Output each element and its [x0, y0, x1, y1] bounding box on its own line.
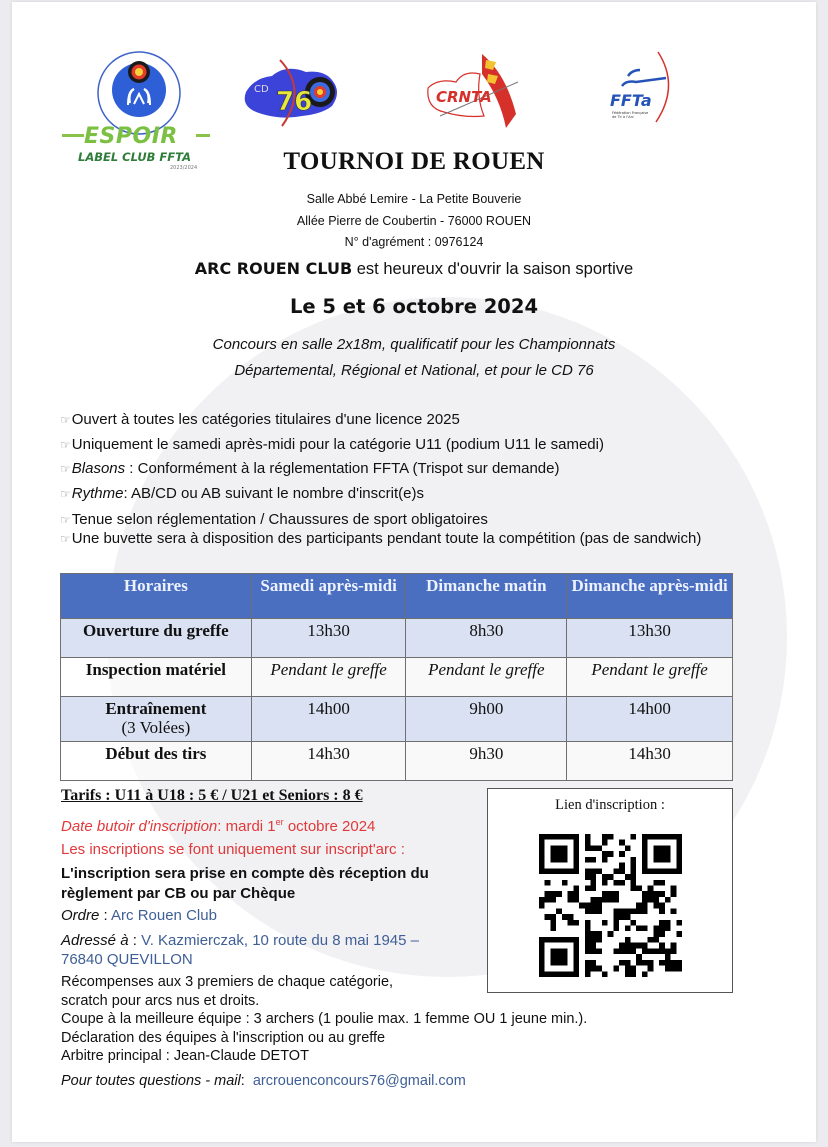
column-header: Dimanche matin [406, 574, 567, 619]
registration-qr-box [487, 788, 733, 993]
crnta-logo [420, 52, 530, 132]
contact-line: Pour toutes questions - mail: arcrouenconcours76@gmail.com [61, 1073, 466, 1089]
tarifs: Tarifs : U11 à U18 : 5 € / U21 et Seniors : 8 € [61, 787, 363, 804]
flyer-page [12, 2, 816, 1142]
table-cell: 14h00 [251, 697, 406, 742]
column-header: Dimanche après-midi [567, 574, 733, 619]
table-cell: 13h30 [251, 619, 406, 658]
pointing-hand-icon: ☞ [60, 512, 71, 527]
row-label: Début des tirs [61, 742, 252, 781]
bullet-item: ☞Tenue selon réglementation / Chaussures de sport obligatoires [60, 510, 488, 528]
table-cell: 9h00 [406, 697, 567, 742]
payment-notice: L'inscription sera prise en compte dès réception du règlement par CB ou par Chèque [61, 865, 429, 902]
table-row [61, 619, 733, 658]
info-bullets [60, 408, 740, 548]
bullet-item: ☞Une buvette sera à disposition des participants pendant toute la compétition (pas de sandwich) [60, 529, 702, 547]
espoir-years: 2023/2024 [170, 165, 198, 171]
pointing-hand-icon: ☞ [60, 486, 71, 501]
bullet-item: ☞Rythme: AB/CD ou AB suivant le nombre d'inscrit(e)s [60, 484, 424, 502]
event-subtitle-line1: Concours en salle 2x18m, qualificatif pour les Championnats [212, 336, 616, 353]
espoir-title: ESPOIR [84, 124, 178, 149]
agrement-number: N° d'agrément : 0976124 [344, 235, 484, 249]
bullet-item: ☞Blasons : Conformément à la réglementation FFTA (Trispot sur demande) [60, 460, 560, 477]
svg-text:76: 76 [276, 87, 313, 117]
schedule-table [60, 573, 733, 781]
svg-text:CRNTA: CRNTA [436, 88, 492, 106]
table-cell: Pendant le greffe [406, 658, 567, 697]
registration-deadline: Date butoir d'inscription: mardi 1er octobre 2024 [61, 817, 376, 835]
table-cell: 9h30 [406, 742, 567, 781]
payment-order: Ordre : Arc Rouen Club [61, 907, 217, 924]
table-row [61, 658, 733, 697]
table-cell: 14h30 [567, 742, 733, 781]
svg-text:CD: CD [254, 84, 269, 95]
row-label: Ouverture du greffe [61, 619, 252, 658]
row-label: Entraînement (3 Volées) [61, 697, 252, 742]
event-subtitle-line2: Départemental, Régional et National, et pour le CD 76 [234, 362, 594, 379]
mailing-address: Adressé à : V. Kazmierczak, 10 route du 8 mai 1945 – 76840 QUEVILLON [61, 932, 420, 968]
event-dates: Le 5 et 6 octobre 2024 [289, 295, 539, 318]
table-cell: 14h30 [251, 742, 406, 781]
ffta-logo [600, 50, 678, 130]
table-row [61, 742, 733, 781]
svg-text:FFTa: FFTa [610, 91, 652, 110]
column-header: Horaires [61, 574, 252, 619]
registration-method: Les inscriptions se font uniquement sur inscript'arc : [61, 841, 405, 858]
page-title: TOURNOI DE ROUEN [283, 148, 545, 175]
street-address: Allée Pierre de Coubertin - 76000 ROUEN [296, 214, 532, 228]
pointing-hand-icon: ☞ [60, 437, 71, 452]
row-label: Inspection matériel [61, 658, 252, 697]
table-cell: 14h00 [567, 697, 733, 742]
club-name: ARC ROUEN CLUB [194, 259, 353, 278]
table-cell: 13h30 [567, 619, 733, 658]
pointing-hand-icon: ☞ [60, 462, 71, 476]
table-cell: 8h30 [406, 619, 567, 658]
pointing-hand-icon: ☞ [60, 413, 71, 427]
svg-text:Fédération Française: Fédération Française [612, 111, 649, 115]
club-announcement-text: est heureux d'ouvrir la saison sportive [352, 260, 634, 278]
rewards-info: Récompenses aux 3 premiers de chaque catégorie, scratch pour arcs nus et droits. Coupe à la meilleure équipe : 3 archers (1 poulie max. 1 femme OU 1 jeune min.). Déclaration des équipes à l'inscription ou au greffe Arbitre principal : Jean-Claude DETOT [61, 974, 588, 1064]
column-header: Samedi après-midi [251, 574, 406, 619]
contact-email-link[interactable]: arcrouenconcours76@gmail.com [252, 1073, 466, 1089]
qr-code-icon[interactable] [539, 834, 682, 977]
espoir-subtitle: LABEL CLUB FFTA [78, 150, 191, 164]
venue-address: Salle Abbé Lemire - La Petite Bouverie [306, 192, 522, 206]
svg-text:de Tir à l'Arc: de Tir à l'Arc [612, 115, 634, 119]
cd76-logo [240, 52, 345, 132]
table-cell: Pendant le greffe [567, 658, 733, 697]
table-row [61, 697, 733, 742]
table-header-row [61, 574, 733, 619]
bullet-item: ☞Ouvert à toutes les catégories titulaires d'une licence 2025 [60, 411, 460, 428]
qr-label: Lien d'inscription : [555, 797, 665, 813]
bullet-item: ☞Uniquement le samedi après-midi pour la catégorie U11 (podium U11 le samedi) [60, 435, 604, 453]
club-announcement [12, 259, 816, 279]
pointing-hand-icon: ☞ [60, 531, 71, 546]
table-cell: Pendant le greffe [251, 658, 406, 697]
